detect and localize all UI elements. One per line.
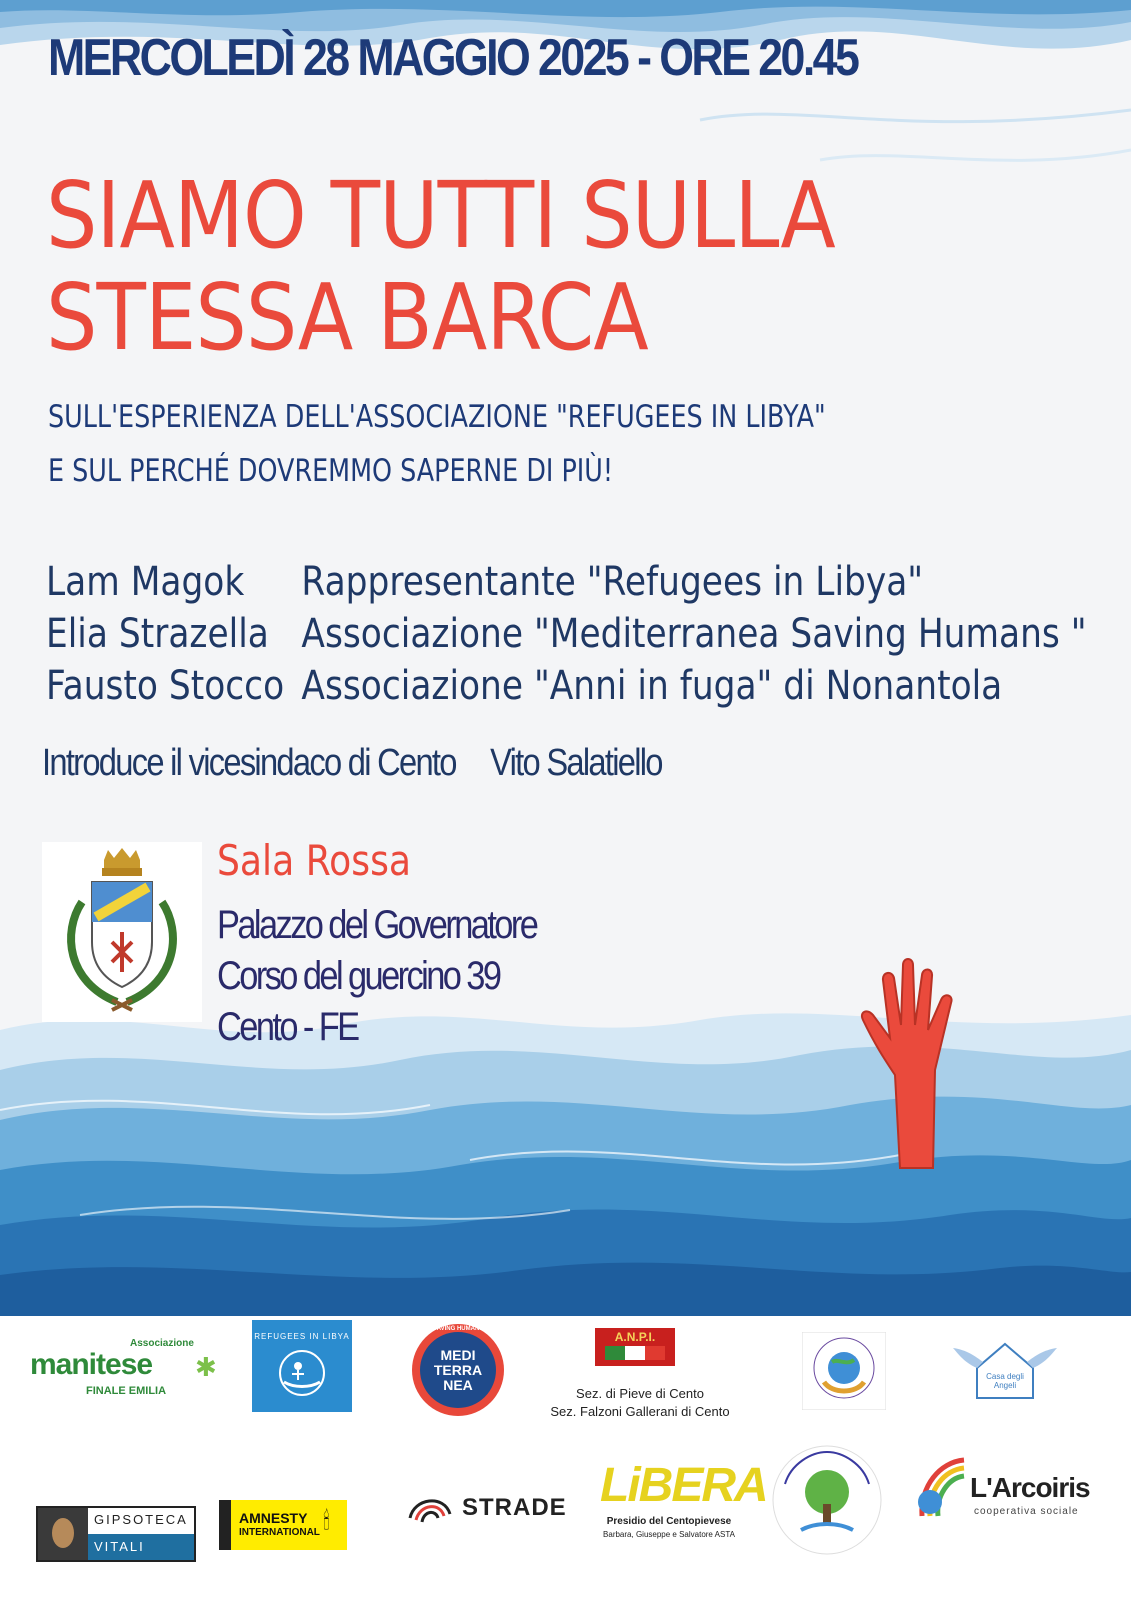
larcoiris-logo (910, 1456, 1090, 1526)
gipsoteca-sub: VITALI (94, 1539, 145, 1554)
event-title (46, 162, 835, 371)
introduction-line (42, 742, 662, 785)
rainbow-globe-icon (910, 1456, 970, 1526)
libera-logo (594, 1454, 767, 1546)
larcoiris-sub: cooperativa sociale (974, 1506, 1079, 1517)
speaker-row (46, 660, 1087, 712)
fingerprint-icon (404, 1488, 456, 1528)
manitese-top: Associazione (130, 1338, 194, 1349)
manitese-name: manitese (30, 1348, 153, 1381)
speaker-name: Elia Strazella (46, 611, 269, 657)
gipsoteca-band (88, 1534, 194, 1560)
speaker-row (46, 608, 1087, 660)
associazione-tree-logo-icon (771, 1444, 883, 1556)
speaker-role: Rappresentante "Refugees in Libya" (301, 559, 924, 605)
mediterranea-line-1: MEDI (440, 1347, 476, 1363)
vita-universita-globe-icon (802, 1332, 886, 1410)
speaker-name: Lam Magok (46, 559, 245, 605)
gipsoteca-vitali-logo (36, 1506, 196, 1562)
casa-degli-angeli-logo (953, 1334, 1057, 1408)
mediterranea-line-2: TERRA (433, 1362, 483, 1378)
manitese-sub: FINALE EMILIA (86, 1385, 167, 1397)
speaker-name: Fausto Stocco (46, 663, 285, 709)
speaker-role: Associazione "Anni in fuga" di Nonantola (301, 663, 1003, 709)
manitese-star-icon: ✱ (195, 1352, 217, 1382)
amnesty-name: AMNESTY (239, 1510, 308, 1526)
amnesty-international-logo (219, 1500, 347, 1550)
venue-hall: Sala Rossa (217, 836, 412, 885)
boat-icon (274, 1348, 330, 1398)
speaker-row (46, 556, 1087, 608)
strade-logo (404, 1482, 567, 1534)
event-subtitle (48, 390, 826, 498)
speaker-role: Associazione "Mediterranea Saving Humans " (301, 611, 1087, 657)
venue-building: Palazzo del Governatore (217, 903, 537, 947)
libera-names: Barbara, Giuseppe e Salvatore ASTA (603, 1530, 735, 1539)
title-line-1: SIAMO TUTTI SULLA (46, 162, 835, 269)
amnesty-sub: INTERNATIONAL (239, 1527, 320, 1538)
anpi-section-2: Sez. Falzoni Gallerani di Cento (550, 1404, 730, 1419)
subtitle-line-2: E SUL PERCHÉ DOVREMMO SAPERNE DI PIÙ! (48, 453, 614, 489)
libera-name: LiBERA (600, 1459, 767, 1512)
candle-icon: 🕯 (323, 1508, 330, 1535)
anpi-logo (540, 1328, 760, 1428)
amnesty-side-bar (219, 1500, 231, 1550)
mediterranea-line-3: NEA (443, 1377, 473, 1393)
mediterranea-logo (412, 1324, 504, 1416)
speakers-list (46, 556, 1087, 712)
subtitle-line-1: SULL'ESPERIENZA DELL'ASSOCIAZIONE "REFUGEES IN LIBYA" (48, 399, 826, 435)
intro-label: Introduce il vicesindaco di Cento (42, 742, 456, 784)
event-date: MERCOLEDÌ 28 MAGGIO 2025 - ORE 20.45 (48, 29, 858, 87)
larcoiris-name: L'Arcoiris (970, 1472, 1090, 1503)
refugees-in-libya-logo (252, 1320, 352, 1412)
libera-presidio: Presidio del Centopievese (606, 1516, 732, 1527)
venue-city: Cento - FE (217, 1005, 358, 1049)
venue-street: Corso del guercino 39 (217, 954, 500, 998)
title-line-2: STESSA BARCA (46, 264, 648, 371)
refugees-logo-text: REFUGEES IN LIBYA (254, 1332, 350, 1341)
anpi-name: A.N.P.I. (614, 1330, 656, 1344)
sponsor-logos (0, 1316, 1131, 1600)
gipsoteca-name: GIPSOTECA (94, 1512, 188, 1527)
casa-angeli-name: Casa degli Angeli (986, 1372, 1024, 1390)
red-hand-icon (855, 940, 965, 1170)
manitese-logo (30, 1338, 220, 1398)
anpi-banner (595, 1328, 675, 1366)
venue-address (217, 900, 536, 1053)
mediterranea-top: SAVING HUMANS (432, 1326, 484, 1332)
anpi-section-1: Sez. di Pieve di Cento (576, 1386, 704, 1401)
house-wings-icon (953, 1334, 1057, 1408)
cento-coat-of-arms-icon (42, 842, 202, 1022)
intro-name: Vito Salatiello (490, 742, 662, 784)
gipsoteca-face-icon (38, 1508, 88, 1560)
strade-name: STRADE (462, 1494, 567, 1521)
